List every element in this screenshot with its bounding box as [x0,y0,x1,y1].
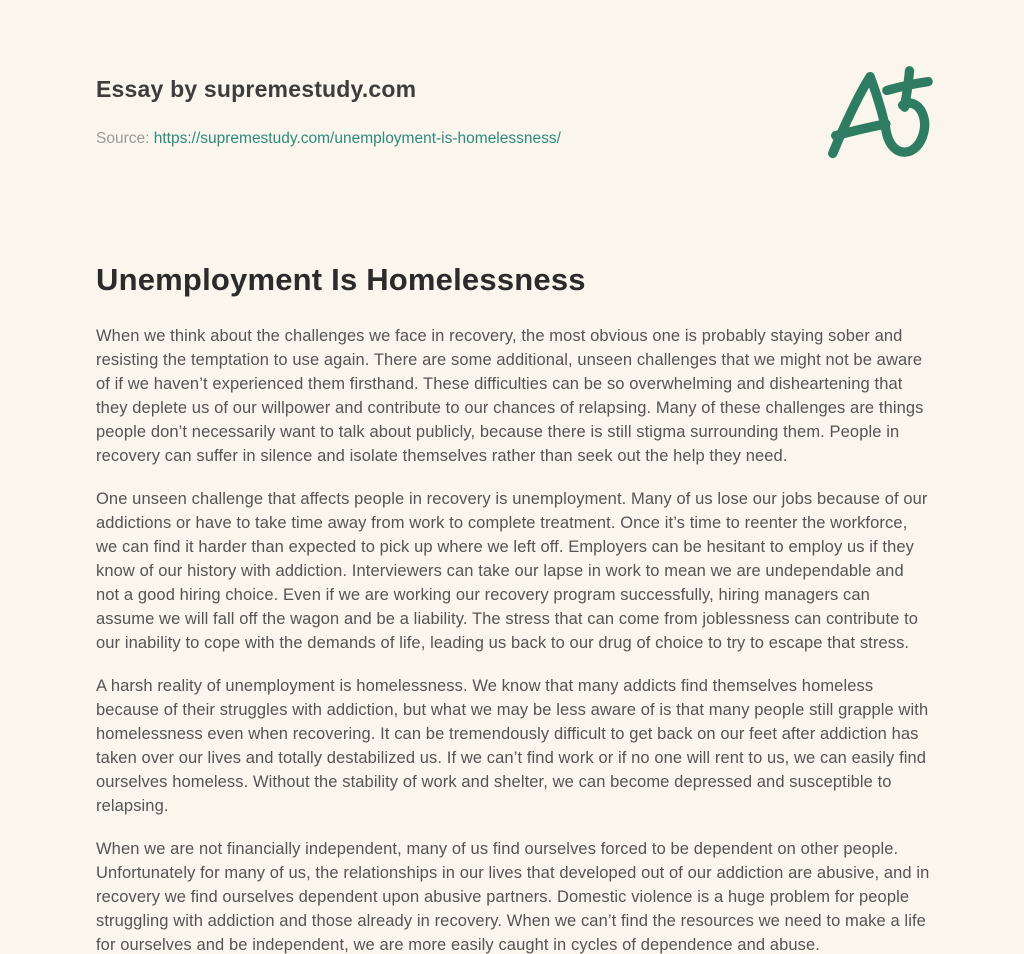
essay-paragraph: A harsh reality of unemployment is homelessness. We know that many addicts find themselves homeless because of their struggles with addiction, but what we may be less aware of is that many people still grapple with homelessness even when recovering. It can be tremendously difficult to get back on our feet after addiction has taken over our lives and totally destabilized us. If we can’t find work or if no one will rent to us, we can easily find ourselves homeless. Without the stability of work and shelter, we can become depressed and susceptible to relapsing. [96,677,929,815]
essay-paragraph: When we think about the challenges we face in recovery, the most obvious one is probably staying sober and resisting the temptation to use again. There are some additional, unseen challenges that we might not be aware of if we haven’t experienced them firsthand. These difficulties can be so overwhelming and disheartening that they deplete us of our willpower and contribute to our chances of relapsing. Many of these challenges are things people don’t necessarily want to talk about publicly, because there is still stigma surrounding them. People in recovery can suffer in silence and isolate themselves rather than seek out the help they need. [96,327,924,465]
essay-body [96,324,930,954]
byline: Essay by supremestudy.com [96,76,417,102]
source-line [96,130,928,148]
a-plus-logo-icon [820,58,938,176]
essay-paragraph: When we are not financially independent, many of us find ourselves forced to be dependent on other people. Unfortunately for many of us, the relationships in our lives that developed out of our addiction are abusive, and in recovery we find ourselves dependent upon abusive partners. Domestic violence is a huge problem for people struggling with addiction and those already in recovery. When we can’t find the resources we need to make a life for ourselves and be independent, we are more easily caught in cycles of dependence and abuse. [96,840,930,954]
source-link[interactable]: https://supremestudy.com/unemployment-is-homelessness/ [153,130,561,147]
page-title: Unemployment Is Homelessness [96,262,586,297]
essay-paragraph: One unseen challenge that affects people in recovery is unemployment. Many of us lose our jobs because of our addictions or have to take time away from work to complete treatment. Once it’s time to reenter the workforce, we can find it harder than expected to pick up where we left off. Employers can be hesitant to employ us if they know of our history with addiction. Interviewers can take our lapse in work to mean we are undependable and not a good hiring choice. Even if we are working our recovery program successfully, hiring managers can assume we will fall off the wagon and be a liability. The stress that can come from joblessness can contribute to our inability to cope with the demands of life, leading us back to our drug of choice to try to escape that stress. [96,490,928,652]
source-label: Source: [96,130,150,147]
